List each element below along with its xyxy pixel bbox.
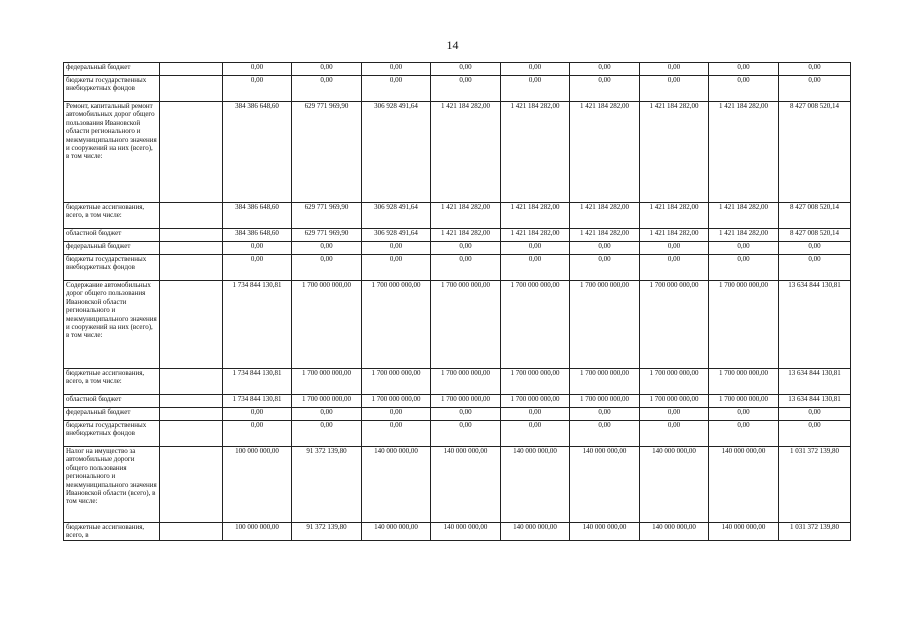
value-cell: 0,00	[570, 63, 640, 76]
value-cell: 140 000 000,00	[570, 447, 640, 523]
value-cell: 1 700 000 000,00	[640, 281, 709, 369]
value-cell: 0,00	[709, 421, 779, 447]
value-cell: 0,00	[779, 63, 851, 76]
value-cell: 1 700 000 000,00	[431, 281, 501, 369]
row-label: областной бюджет	[64, 229, 160, 242]
row-label: Содержание автомобильных дорог общего пользования Ивановской области регионального и межмуниципального значения и сооружений на них (всего), в том числе:	[64, 281, 160, 369]
value-cell: 1 700 000 000,00	[362, 395, 431, 408]
value-cell: 13 634 844 130,81	[779, 369, 851, 395]
budget-table-body	[64, 63, 851, 541]
empty-cell	[160, 447, 223, 523]
row-label: бюджеты государственных внебюджетных фондов	[64, 76, 160, 102]
value-cell: 629 771 969,90	[292, 229, 362, 242]
value-cell: 384 386 648,60	[223, 102, 292, 203]
table-row	[64, 203, 851, 229]
value-cell: 1 734 844 130,81	[223, 369, 292, 395]
value-cell: 0,00	[709, 242, 779, 255]
value-cell: 0,00	[362, 76, 431, 102]
table-row	[64, 229, 851, 242]
value-cell: 1 421 184 282,00	[640, 229, 709, 242]
value-cell: 1 421 184 282,00	[501, 102, 570, 203]
table-row	[64, 281, 851, 369]
value-cell: 1 700 000 000,00	[570, 395, 640, 408]
value-cell: 0,00	[431, 63, 501, 76]
empty-cell	[160, 76, 223, 102]
value-cell: 1 031 372 139,80	[779, 523, 851, 541]
value-cell: 384 386 648,60	[223, 229, 292, 242]
value-cell: 0,00	[640, 76, 709, 102]
value-cell: 0,00	[362, 408, 431, 421]
value-cell: 1 700 000 000,00	[570, 369, 640, 395]
value-cell: 1 700 000 000,00	[501, 369, 570, 395]
empty-cell	[160, 523, 223, 541]
empty-cell	[160, 203, 223, 229]
value-cell: 0,00	[709, 63, 779, 76]
value-cell: 0,00	[501, 63, 570, 76]
value-cell: 0,00	[501, 76, 570, 102]
value-cell: 306 928 491,64	[362, 229, 431, 242]
value-cell: 0,00	[501, 408, 570, 421]
value-cell: 1 421 184 282,00	[431, 229, 501, 242]
value-cell: 0,00	[362, 63, 431, 76]
value-cell: 13 634 844 130,81	[779, 281, 851, 369]
value-cell: 0,00	[292, 76, 362, 102]
value-cell: 0,00	[362, 242, 431, 255]
value-cell: 0,00	[292, 421, 362, 447]
value-cell: 1 421 184 282,00	[570, 229, 640, 242]
value-cell: 0,00	[292, 255, 362, 281]
value-cell: 306 928 491,64	[362, 203, 431, 229]
value-cell: 0,00	[223, 242, 292, 255]
value-cell: 1 031 372 139,80	[779, 447, 851, 523]
value-cell: 1 421 184 282,00	[431, 203, 501, 229]
empty-cell	[160, 281, 223, 369]
value-cell: 0,00	[779, 255, 851, 281]
value-cell: 1 700 000 000,00	[570, 281, 640, 369]
value-cell: 0,00	[431, 76, 501, 102]
value-cell: 8 427 008 520,14	[779, 203, 851, 229]
table-row	[64, 255, 851, 281]
value-cell: 140 000 000,00	[709, 523, 779, 541]
empty-cell	[160, 408, 223, 421]
value-cell: 0,00	[640, 242, 709, 255]
value-cell: 306 928 491,64	[362, 102, 431, 203]
table-row	[64, 447, 851, 523]
value-cell: 1 700 000 000,00	[709, 369, 779, 395]
value-cell: 0,00	[431, 408, 501, 421]
empty-cell	[160, 242, 223, 255]
value-cell: 1 421 184 282,00	[709, 229, 779, 242]
value-cell: 629 771 969,90	[292, 203, 362, 229]
value-cell: 1 700 000 000,00	[709, 281, 779, 369]
value-cell: 8 427 008 520,14	[779, 102, 851, 203]
value-cell: 0,00	[779, 408, 851, 421]
value-cell: 91 372 139,80	[292, 523, 362, 541]
value-cell: 1 421 184 282,00	[570, 203, 640, 229]
table-row	[64, 369, 851, 395]
empty-cell	[160, 229, 223, 242]
value-cell: 0,00	[292, 242, 362, 255]
value-cell: 0,00	[431, 421, 501, 447]
value-cell: 0,00	[362, 421, 431, 447]
row-label: бюджеты государственных внебюджетных фондов	[64, 255, 160, 281]
value-cell: 1 700 000 000,00	[292, 369, 362, 395]
value-cell: 1 421 184 282,00	[709, 102, 779, 203]
table-row	[64, 63, 851, 76]
value-cell: 0,00	[570, 255, 640, 281]
value-cell: 140 000 000,00	[640, 523, 709, 541]
page-number: 14	[446, 38, 459, 52]
value-cell: 1 421 184 282,00	[501, 229, 570, 242]
value-cell: 1 421 184 282,00	[640, 203, 709, 229]
empty-cell	[160, 102, 223, 203]
value-cell: 0,00	[223, 255, 292, 281]
value-cell: 100 000 000,00	[223, 523, 292, 541]
empty-cell	[160, 395, 223, 408]
value-cell: 140 000 000,00	[640, 447, 709, 523]
value-cell: 0,00	[709, 408, 779, 421]
value-cell: 0,00	[640, 255, 709, 281]
value-cell: 0,00	[709, 76, 779, 102]
row-label: бюджетные ассигнования, всего, в том числе:	[64, 369, 160, 395]
value-cell: 140 000 000,00	[431, 447, 501, 523]
value-cell: 1 421 184 282,00	[640, 102, 709, 203]
empty-cell	[160, 421, 223, 447]
value-cell: 140 000 000,00	[501, 523, 570, 541]
value-cell: 0,00	[501, 421, 570, 447]
value-cell: 0,00	[779, 421, 851, 447]
value-cell: 140 000 000,00	[709, 447, 779, 523]
value-cell: 0,00	[501, 242, 570, 255]
value-cell: 0,00	[570, 76, 640, 102]
value-cell: 629 771 969,90	[292, 102, 362, 203]
value-cell: 0,00	[570, 242, 640, 255]
table-row	[64, 242, 851, 255]
row-label: бюджетные ассигнования, всего, в	[64, 523, 160, 541]
value-cell: 0,00	[223, 421, 292, 447]
value-cell: 140 000 000,00	[362, 523, 431, 541]
row-label: областной бюджет	[64, 395, 160, 408]
value-cell: 1 700 000 000,00	[640, 369, 709, 395]
row-label: Ремонт, капитальный ремонт автомобильных дорог общего пользования Ивановской области регионального и межмуниципального значения и сооружений на них (всего), в том числе:	[64, 102, 160, 203]
row-label: Налог на имущество за автомобильные дороги общего пользования регионального и межмуниципального значения Ивановской области (всего), в том числе:	[64, 447, 160, 523]
value-cell: 1 421 184 282,00	[501, 203, 570, 229]
value-cell: 0,00	[223, 63, 292, 76]
value-cell: 1 700 000 000,00	[292, 281, 362, 369]
value-cell: 140 000 000,00	[570, 523, 640, 541]
value-cell: 0,00	[779, 242, 851, 255]
value-cell: 0,00	[640, 63, 709, 76]
table-row	[64, 76, 851, 102]
row-label: федеральный бюджет	[64, 242, 160, 255]
value-cell: 1 700 000 000,00	[431, 369, 501, 395]
empty-cell	[160, 255, 223, 281]
value-cell: 91 372 139,80	[292, 447, 362, 523]
value-cell: 0,00	[709, 255, 779, 281]
value-cell: 0,00	[640, 421, 709, 447]
value-cell: 13 634 844 130,81	[779, 395, 851, 408]
value-cell: 1 421 184 282,00	[709, 203, 779, 229]
value-cell: 0,00	[570, 408, 640, 421]
value-cell: 0,00	[223, 76, 292, 102]
table-row	[64, 102, 851, 203]
row-label: бюджетные ассигнования, всего, в том числе:	[64, 203, 160, 229]
value-cell: 1 700 000 000,00	[362, 281, 431, 369]
value-cell: 1 700 000 000,00	[709, 395, 779, 408]
row-label: федеральный бюджет	[64, 63, 160, 76]
row-label: федеральный бюджет	[64, 408, 160, 421]
value-cell: 0,00	[431, 255, 501, 281]
value-cell: 0,00	[431, 242, 501, 255]
value-cell: 140 000 000,00	[501, 447, 570, 523]
value-cell: 1 734 844 130,81	[223, 281, 292, 369]
row-label: бюджеты государственных внебюджетных фондов	[64, 421, 160, 447]
value-cell: 1 421 184 282,00	[570, 102, 640, 203]
value-cell: 140 000 000,00	[431, 523, 501, 541]
value-cell: 140 000 000,00	[362, 447, 431, 523]
value-cell: 0,00	[640, 408, 709, 421]
value-cell: 1 700 000 000,00	[501, 395, 570, 408]
value-cell: 1 700 000 000,00	[431, 395, 501, 408]
value-cell: 0,00	[292, 408, 362, 421]
value-cell: 8 427 008 520,14	[779, 229, 851, 242]
value-cell: 0,00	[779, 76, 851, 102]
budget-table	[63, 62, 851, 541]
value-cell: 0,00	[292, 63, 362, 76]
value-cell: 1 700 000 000,00	[362, 369, 431, 395]
table-row	[64, 523, 851, 541]
value-cell: 0,00	[223, 408, 292, 421]
value-cell: 1 734 844 130,81	[223, 395, 292, 408]
table-row	[64, 421, 851, 447]
empty-cell	[160, 63, 223, 76]
empty-cell	[160, 369, 223, 395]
value-cell: 0,00	[570, 421, 640, 447]
table-row	[64, 408, 851, 421]
value-cell: 1 700 000 000,00	[501, 281, 570, 369]
value-cell: 0,00	[501, 255, 570, 281]
value-cell: 100 000 000,00	[223, 447, 292, 523]
value-cell: 1 421 184 282,00	[431, 102, 501, 203]
value-cell: 1 700 000 000,00	[640, 395, 709, 408]
value-cell: 1 700 000 000,00	[292, 395, 362, 408]
value-cell: 384 386 648,60	[223, 203, 292, 229]
value-cell: 0,00	[362, 255, 431, 281]
table-row	[64, 395, 851, 408]
